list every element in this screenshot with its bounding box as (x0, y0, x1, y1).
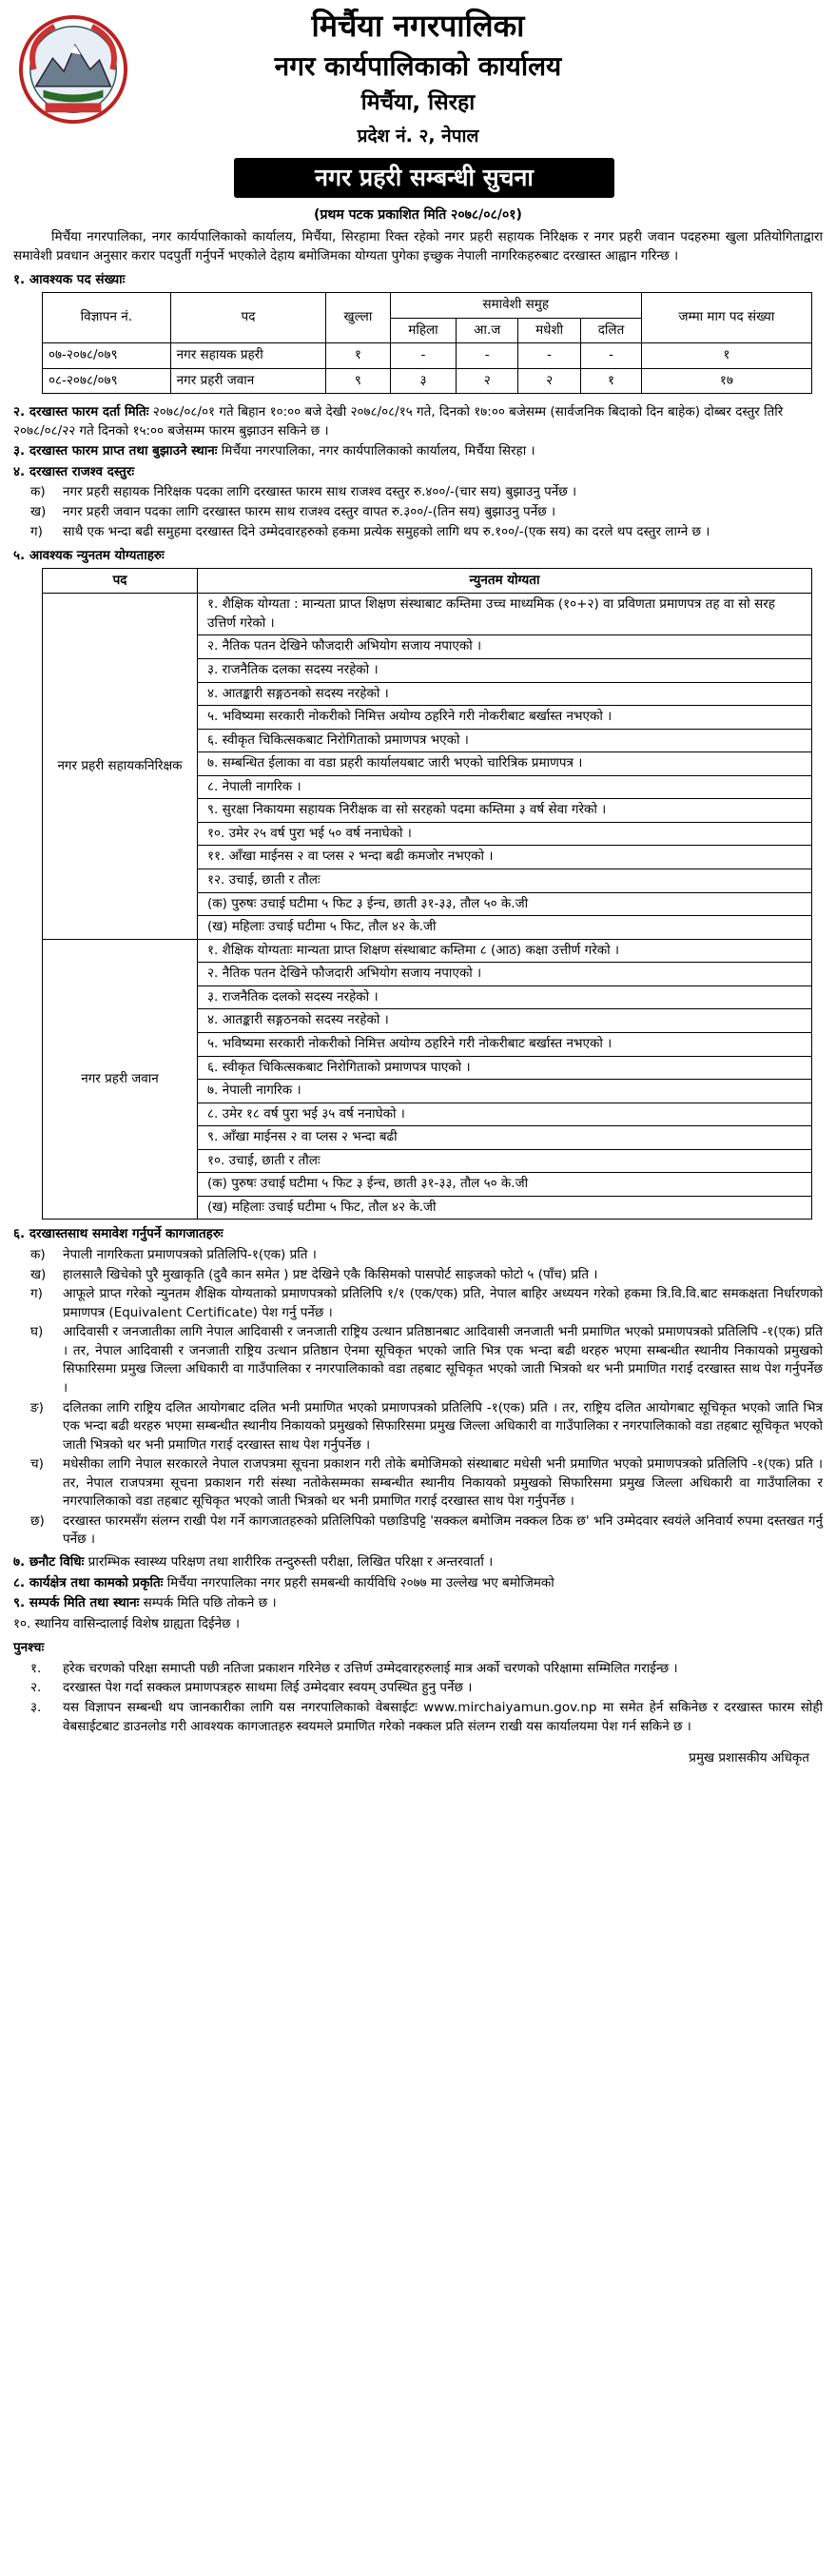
intro-paragraph: मिर्चैया नगरपालिका, नगर कार्यपालिकाको कार्यालय, मिर्चैया, सिरहामा रिक्त रहेको नगर प्रहरी सहायक निरिक्षक र नगर प्रहरी जवान पदहरुमा खुला प्रतियोगिताद्वारा समावेशी प्रवधान अनुसार करार पदपुर्ती गर्नुपर्ने भएकोले देहाय बमोजिमका योग्यता पुगेका इच्छुक नेपाली नागरिकहरुबाट दरखास्त आह्वान गरिन्छ । (13, 229, 823, 263)
col-post: पद (170, 292, 326, 342)
cell: १ (326, 343, 390, 369)
cell: ०७-२०७८/०७९ (43, 343, 171, 369)
section-8-title: ८. कार्यक्षेत्र तथा कामको प्रकृतिः (13, 1574, 164, 1590)
qual-requirement: १. शैक्षिक योग्यताः मान्यता प्राप्त शिक्षण संस्थाबाट कम्तिमा ८ (आठ) कक्षा उत्तीर्ण गरेको । (198, 939, 812, 963)
item-text: नेपाली नागरिकता प्रमाणपत्रको प्रतिलिपि-१(एक) प्रति । (63, 1247, 317, 1263)
qual-requirement: ७. नेपाली नागरिक । (198, 1080, 812, 1103)
qual-post: नगर प्रहरी सहायकनिरिक्षक (43, 594, 198, 939)
cell: ३ (390, 368, 457, 394)
list-item (30, 1323, 823, 1397)
item-text: हालसालै खिचेको पुरै मुखाकृति (दुवै कान समेत ) प्रष्ट देखिने एकै किसिमको पासपोर्ट साइजको फोटो ५ (पाँच) प्रति । (63, 1266, 598, 1282)
section-9 (13, 1594, 823, 1613)
cell: ०८-२०७८/०७९ (43, 368, 171, 394)
vacancy-table (42, 292, 812, 394)
list-item (30, 1266, 823, 1285)
cell: २ (457, 368, 518, 394)
qual-col-post: पद (43, 568, 198, 594)
qualification-table (42, 568, 812, 1220)
item-text: आफूले प्राप्त गरेको न्युनतम शैक्षिक योग्यताको प्रमाणपत्रको प्रतिलिपि १/१ (एक/एक) प्रति, नेपाल बाहिर अध्ययन गरेको हकमा त्रि.वि.वि.बाट समकक्षता निर्धारणको प्रमाणपत्र (Equivalent Certificate) पेश गर्नु पर्नेछ । (63, 1286, 823, 1320)
list-item (30, 1699, 823, 1736)
signature: प्रमुख प्रशासकीय अधिकृत (689, 1750, 809, 1766)
list-item (30, 1679, 823, 1698)
col-dalit: दलित (581, 318, 642, 343)
list-item (30, 1285, 823, 1322)
item-text: नगर प्रहरी जवान पदका लागि दरखास्त फारम साथ राजश्व दस्तुर वापत रु.३००/-(तिन सय) बुझाउनु पर्नेछ । (63, 504, 556, 520)
qual-requirement: (क) पुरुषः उचाई घटीमा ५ फिट ३ ईन्च, छाती ३१-३३, तौल ५० के.जी (198, 892, 812, 916)
qual-requirement: २. नैतिक पतन देखिने फौजदारी अभियोग सजाय नपाएको । (198, 963, 812, 986)
qual-requirement: ४. आतङ्कारी सङ्गठनको सदस्य नरहेको । (198, 682, 812, 706)
table-row (43, 343, 812, 369)
qual-requirement: ८. उमेर १८ वर्ष पुरा भई ३५ वर्ष ननाघेको । (198, 1103, 812, 1126)
item-text: हरेक चरणको परिक्षा समाप्ती पछी नतिजा प्रकाशन गरिनेछ र उत्तिर्ण उम्मेदवारहरुलाई मात्र अर्को चरणको परिक्षामा सम्मिलित गराईन्छ । (63, 1660, 678, 1676)
qual-requirement: १०. उमेर २५ वर्ष पुरा भई ५० वर्ष ननाघेको । (198, 822, 812, 846)
qual-requirement: १०. उचाई, छाती र तौलः (198, 1149, 812, 1173)
item-key: ३. (30, 1699, 42, 1715)
item-key: ग) (30, 1286, 43, 1302)
item-key: च) (30, 1456, 44, 1473)
item-key: ग) (30, 523, 43, 539)
qual-requirement: ६. स्वीकृत चिकित्सकबाट निरोगिताको प्रमाणपत्र पाएको । (198, 1056, 812, 1080)
item-key: घ) (30, 1324, 44, 1340)
col-open: खुल्ला (326, 292, 390, 342)
header-line-3: मिर्चैया, सिरहा (360, 90, 476, 115)
qual-requirement: ३. राजनैतिक दलका सदस्य नरहेको । (198, 658, 812, 682)
cell: १ (641, 343, 811, 369)
cell: २ (518, 368, 581, 394)
section-3 (13, 442, 823, 461)
cell: - (457, 343, 518, 369)
header-line-1: मिर्चैया नगरपालिका (311, 8, 525, 44)
qual-col-req: न्युनतम योग्यता (198, 568, 812, 594)
item-text: यस विज्ञापन सम्बन्धी थप जानकारीका लागि यस नगरपालिकाको वेबसाईटः www.mirchaiyamun.gov.np मा समेत हेर्न सकिनेछ र दरखास्त फारम सोही वेबसाईटबाट डाउनलोड गरी आवश्यक कागजातहरु स्वयमले प्रमाणित गरेको नक्कल प्रति संलग्न राखी यस कार्यालयमा पेश गर्न सकिने छ । (63, 1699, 823, 1734)
qual-requirement: (क) पुरुषः उचाई घटीमा ५ फिट ३ ईन्च, छाती ३१-३३, तौल ५० के.जी (198, 1173, 812, 1197)
qual-requirement: (ख) महिलाः उचाई घटीमा ५ फिट, तौल ४२ के.जी (198, 916, 812, 940)
list-item (30, 503, 823, 522)
col-total: जम्मा माग पद संख्या (641, 292, 811, 342)
item-key: ङ) (30, 1399, 44, 1415)
item-text: साथै एक भन्दा बढी समुहमा दरखास्त दिने उम्मेदवारहरुको हकमा प्रत्येक समुहको लागि थप रु.१००/-(एक सय) का दरले थप दस्तुर लाग्ने छ । (63, 523, 710, 539)
section-8 (13, 1574, 823, 1593)
list-item (30, 1512, 823, 1550)
col-indigenous: आ.ज (457, 318, 518, 343)
qual-requirement: १. शैक्षिक योग्यता : मान्यता प्राप्त शिक्षण संस्थाबाट कम्तिमा उच्च माध्यमिक (१०+२) वा प्रविणता प्रमाणपत्र तह वा सो सरह उत्तिर्ण गरेको । (198, 594, 812, 635)
list-item (30, 1246, 823, 1265)
section-3-title: ३. दरखास्त फारम प्राप्त तथा बुझाउने स्थानः (13, 443, 218, 459)
notice-title-banner: नगर प्रहरी सम्बन्धी सुचना (234, 158, 614, 198)
qual-requirement: ३. राजनैतिक दलको सदस्य नरहेको । (198, 986, 812, 1009)
table-row (43, 594, 812, 635)
item-key: क) (30, 484, 46, 500)
qual-requirement: १२. उचाई, छाती र तौलः (198, 869, 812, 893)
qual-requirement: ५. भविष्यमा सरकारी नोकरीको निमित्त अयोग्य ठहरिने गरी नोकरीबाट बर्खास्त नभएको । (198, 1032, 812, 1056)
col-ad-no: विज्ञापन नं. (43, 292, 171, 342)
section-7-text: प्रारम्भिक स्वास्थ्य परिक्षण तथा शारीरिक तन्दुरुस्ती परीक्षा, लिखित परिक्षा र अन्तरवार्ता । (87, 1554, 494, 1571)
item-key: २. (30, 1680, 42, 1696)
cell: १ (581, 368, 642, 394)
notes-list (13, 1660, 823, 1736)
table-row (43, 368, 812, 394)
section-1-title: १. आवश्यक पद संख्याः (13, 272, 126, 288)
item-key: छ) (30, 1512, 45, 1529)
cell: नगर प्रहरी जवान (170, 368, 326, 394)
section-2-text: २०७८/०८/०१ गते बिहान १०:०० बजे देखी २०७८/०८/१५ गते, दिनको १७:०० बजेसम्म (सार्वजनिक बिदाको दिन बाहेक) दोब्बर दस्तुर तिरि २०७८/०८/२२ गते दिनको १५:०० बजेसम्म फारम बुझाउन सकिने छ । (13, 404, 784, 439)
section-2-title: २. दरखास्त फारम दर्ता मितिः (13, 404, 149, 420)
qual-requirement: ५. भविष्यमा सरकारी नोकरीको निमित्त अयोग्य ठहरिने गरी नोकरीबाट बर्खास्त नभएको । (198, 706, 812, 730)
qual-requirement: ९. सुरक्षा निकायमा सहायक निरीक्षक वा सो सरहको पदमा कम्तिमा ३ वर्ष सेवा गरेको । (198, 799, 812, 823)
notice-page (13, 0, 823, 1768)
item-text: दरखास्त पेश गर्दा सक्कल प्रमाणपत्रहरु साथमा लिई उम्मेदवार स्वयम् उपस्थित हुनु पर्नेछ । (63, 1680, 473, 1696)
section-3-text: मिर्चैया नगरपालिका, नगर कार्यपालिकाको कार्यालय, मिर्चैया सिरहा । (221, 443, 535, 459)
publish-date: (प्रथम पटक प्रकाशित मिति २०७८/०८/०१) (314, 207, 522, 223)
qual-requirement: ७. सम्बन्धित ईलाका वा वडा प्रहरी कार्यालयबाट जारी भएको चारित्रिक प्रमाणपत्र । (198, 752, 812, 776)
cell: ९ (326, 368, 390, 394)
item-key: ख) (30, 1266, 47, 1282)
list-item (30, 1455, 823, 1512)
section-10: १०. स्थानिय वासिन्दालाई विशेष ग्राह्यता दिईनेछ । (13, 1615, 241, 1631)
section-4-title: ४. दरखास्त राजश्व दस्तुरः (13, 463, 135, 479)
cell: - (581, 343, 642, 369)
qual-post: नगर प्रहरी जवान (43, 939, 198, 1220)
cell: - (518, 343, 581, 369)
notes-title: पुनश्चः (13, 1640, 45, 1656)
qual-requirement: (ख) महिलाः उचाई घटीमा ५ फिट, तौल ४२ के.जी (198, 1196, 812, 1220)
item-text: मधेसीका लागि नेपाल सरकारले नेपाल राजपत्रमा सूचना प्रकाशन गरी तोके बमोजिमको संस्थाबाट मधेसी भनी प्रमाणित भएको प्रमाणपत्रको प्रतिलिपि -१(एक) प्रति । तर, नेपाल राजपत्रमा सूचना प्रकाशन गरी संस्था नतोकेसम्मका सम्बन्धीत स्थानीय निकायको प्रमुखको सिफारिसमा प्रमुख जिल्ला अधिकारी वा गाउँपालिका र नगरपालिकाको वडा तहबाट सूचिकृत भएको जाती भित्रको थर भनी प्रमाणित गराई दरखास्त साथ पेश गर्नुपर्नेछ । (63, 1456, 823, 1510)
qual-requirement: ८. नेपाली नागरिक । (198, 775, 812, 799)
col-women: महिला (390, 318, 457, 343)
qual-requirement: ४. आतङ्कारी सङ्गठनको सदस्य नरहेको । (198, 1009, 812, 1033)
cell: - (390, 343, 457, 369)
cell: १७ (641, 368, 811, 394)
notice-header (13, 0, 823, 200)
section-9-text: सम्पर्क मिति पछि तोकने छ । (143, 1595, 277, 1611)
header-line-2: नगर कार्यपालिकाको कार्यालय (274, 50, 562, 82)
item-text: आदिवासी र जनजातीका लागि नेपाल आदिवासी र जनजाती राष्ट्रिय उत्थान प्रतिष्ठानबाट आदिवासी जनजाती भनी प्रमाणित भएको प्रमाणपत्रको प्रतिलिपि -१(एक) प्रति । तर, नेपाल आदिवासी र जनजाती राष्ट्रिय उत्थान प्रतिष्ठान ऐनमा सूचिकृत भएको जाति भित्र एक भन्दा बढी थरहरु भएमा सम्बन्धीत स्थानीय निकायको प्रमुखको सिफारिसमा प्रमुख जिल्ला अधिकारी वा गाउँपालिका र नगरपालिकाको वडा तहबाट सूचिकृत भएको जाती भित्रको थर भनी प्रमाणित गराई दरखास्त साथ पेश गर्नुपर्नेछ । (63, 1324, 823, 1395)
item-key: १. (30, 1660, 42, 1676)
cell: नगर सहायक प्रहरी (170, 343, 326, 369)
list-item (30, 1660, 823, 1679)
qual-requirement: ९. आँखा माईनस २ वा प्लस २ भन्दा बढी (198, 1126, 812, 1150)
table-row (43, 939, 812, 963)
header-line-4: प्रदेश नं. २, नेपाल (357, 126, 479, 146)
item-text: दलितका लागि राष्ट्रिय दलित आयोगबाट दलित भनी प्रमाणित भएको प्रमाणपत्रको प्रतिलिपि -१(एक) प्रति । तर, राष्ट्रिय दलित आयोगबाट सूचिकृत भएको जाति भित्र एक भन्दा बढी थरहरु भएमा सम्बन्धीत स्थानीय निकायको प्रमुखको सिफारिसमा प्रमुख जिल्ला अधिकारी वा गाउँपालिका र नगरपालिकाको वडा तहबाट सूचिकृत भएको जाती भित्रको थर भनी प्रमाणित गराई दरखास्त साथ पेश गर्नुपर्नेछ । (63, 1399, 823, 1453)
section-6-title: ६. दरखास्तसाथ समावेश गर्नुपर्ने कागजातहरुः (13, 1226, 224, 1242)
section-5-title: ५. आवश्यक न्युनतम योग्यताहरुः (13, 548, 165, 564)
documents-list (13, 1246, 823, 1550)
section-7-title: ७. छनौट विधिः (13, 1554, 85, 1571)
section-7 (13, 1553, 823, 1572)
list-item (30, 523, 823, 542)
item-key: ख) (30, 504, 47, 520)
qual-requirement: २. नैतिक पतन देखिने फौजदारी अभियोग सजाय नपाएको । (198, 635, 812, 659)
list-item (30, 483, 823, 502)
qual-requirement: ११. आँखा माईनस २ वा प्लस २ भन्दा बढी कमजोर नभएको । (198, 846, 812, 869)
section-9-title: ९. सम्पर्क मिति तथा स्थानः (13, 1595, 140, 1611)
section-2 (13, 403, 823, 440)
list-item (30, 1399, 823, 1455)
section-8-text: मिर्चैया नगरपालिका नगर प्रहरी समबन्धी कार्यविधि २०७७ मा उल्लेख भए बमोजिमको (166, 1574, 554, 1590)
col-madhesi: मधेशी (518, 318, 581, 343)
item-text: नगर प्रहरी सहायक निरिक्षक पदका लागि दरखास्त फारम साथ राजश्व दस्तुर रु.४००/-(चार सय) बुझाउनु पर्नेछ । (63, 484, 577, 500)
item-key: क) (30, 1247, 46, 1263)
qual-requirement: ६. स्वीकृत चिकित्सकबाट निरोगिताको प्रमाणपत्र भएको । (198, 729, 812, 752)
item-text: दरखास्त फारमसँग संलग्न राखी पेश गर्ने कागजातहरुको प्रतिलिपिको पछाडिपट्टि 'सक्कल बमोजिम नक्कल ठिक छ' भनि उम्मेदवार स्वयंले अनिवार्य रुपमा दस्तखत गर्नु पर्नेछ । (63, 1512, 823, 1548)
col-inclusive: समावेशी समुह (390, 292, 641, 318)
